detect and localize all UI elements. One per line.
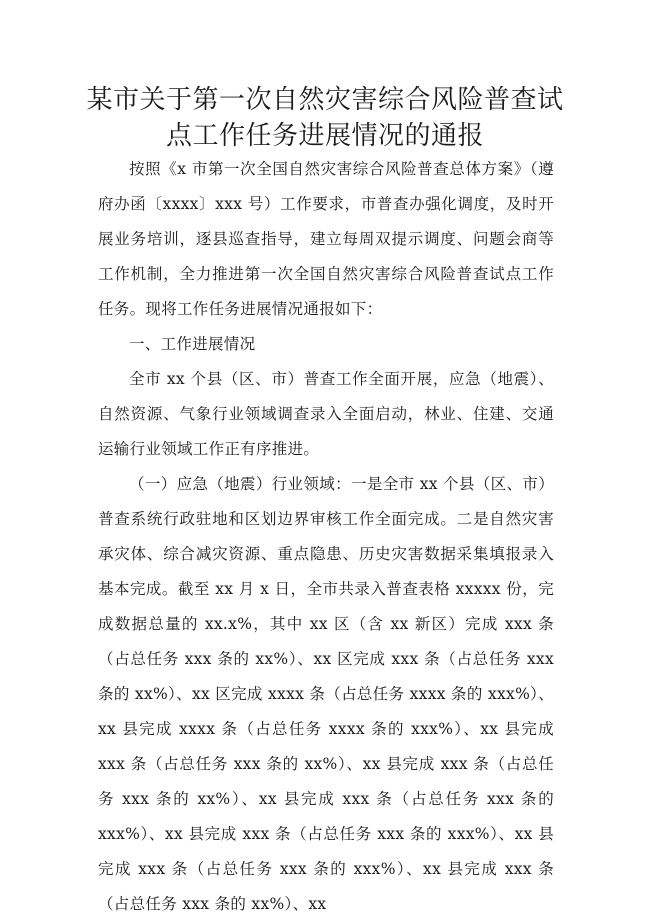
document-title [60,82,590,154]
intro-paragraph: 按照《x 市第一次全国自然灾害综合风险普查总体方案》（遵府办函〔xxxx〕xxx 号）工作要求，市普查办强化调度，及时开展业务培训，逐县巡查指导，建立每周双提示调度、问题会商等工作机制，全力推进第一次全国自然灾害综合风险普查试点工作任务。现将工作任务进展情况通报如下： [98,160,554,318]
emergency-sector-paragraph: （一）应急（地震）行业领域：一是全市 xx 个县（区、市）普查系统行政驻地和区划边界审核工作全面完成。二是自然灾害承灾体、综合减灾资源、重点隐患、历史灾害数据采集填报录入基本完成。截至 xx 月 x 日，全市共录入普查表格 xxxxx 份，完成数据总量的 xx.x%，其中 xx 区（含 xx 新区）完成 xxx 条（占总任务 xxx 条的 xx%）、xx 区完成 xxx 条（占总任务 xxx 条的 xx%）、xx 区完成 xxxx 条（占总任务 xxxx 条的 xxx%）、xx 县完成 xxxx 条（占总任务 xxxx 条的 xxx%）、xx 县完成 xxx 条（占总任务 xxx 条的 xx%）、xx 县完成 xxx 条（占总任务 xxx 条的 xx%）、xx 县完成 xxx 条（占总任务 xxx 条的 xxx%）、xx 县完成 xxx 条（占总任务 xxx 条的 xxx%）、xx 县完成 xxx 条（占总任务 xxx 条的 xxx%）、xx 县完成 xxx 条（占总任务 xxx 条的 xx%）、xx [98,475,554,913]
title-line-1: 某市关于第一次自然灾害综合风险普查试 [86,85,564,115]
overview-paragraph: 全市 xx 个县（区、市）普查工作全面开展，应急（地震）、自然资源、气象行业领域调查录入全面启动，林业、住建、交通运输行业领域工作正有序推进。 [98,370,554,458]
title-line-2: 点工作任务进展情况的通报 [165,121,484,151]
document-body [98,152,554,922]
section-heading-progress: 一、工作进展情况 [129,335,256,353]
